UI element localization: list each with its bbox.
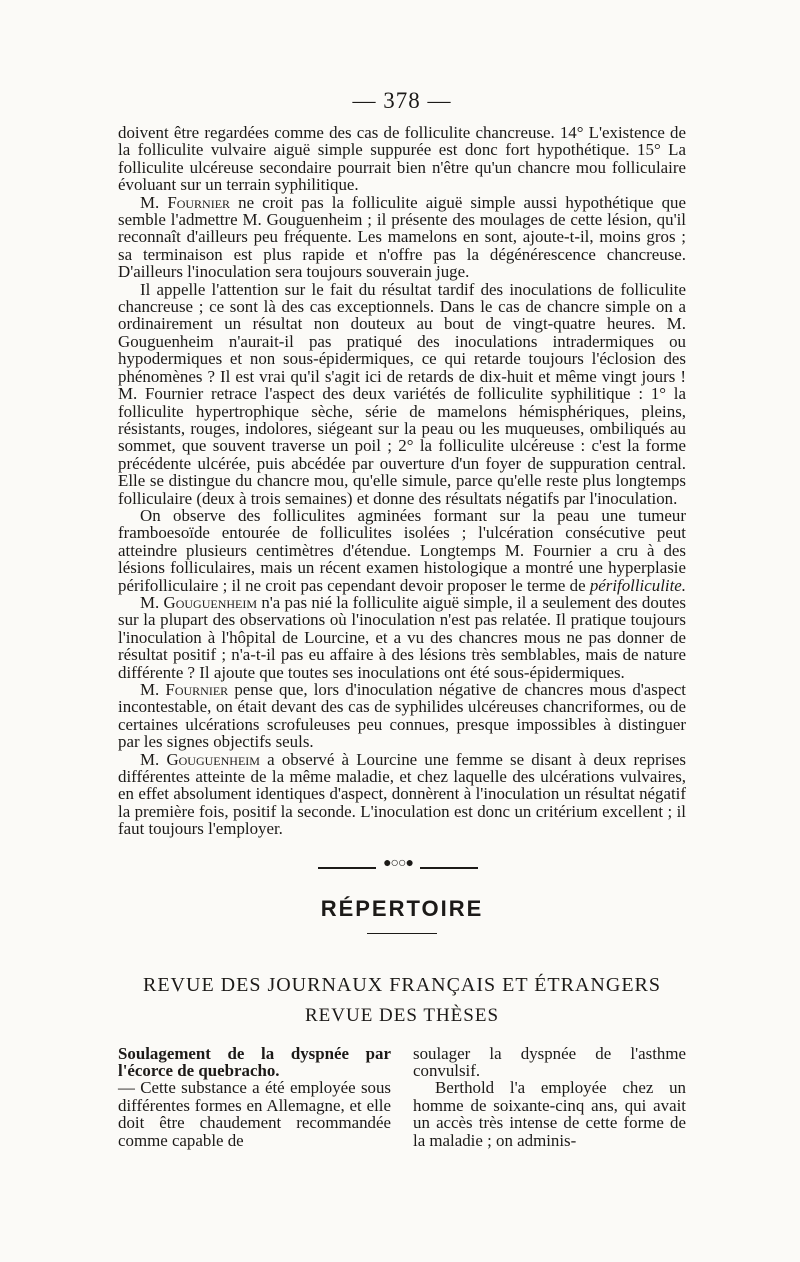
paragraph: doivent être regardées comme des cas de folliculite chancreuse. 14° L'existence de la folliculite vulvaire aiguë simple suppurée est donc fort hypothétique. 15° La folliculite ulcéreuse secondaire pourrait bien n'être qu'un chancre mou folliculaire évoluant sur un terrain syphilitique. bbox=[118, 123, 686, 195]
paragraph bbox=[118, 194, 686, 281]
paragraph bbox=[118, 507, 686, 594]
speaker-prefix: M. bbox=[140, 192, 160, 212]
paragraph-text: On observe des folliculites agminées formant sur la peau une tumeur framboesoïde entourée de folliculites isolées ; l'ulcération consécutive peut atteindre plusieurs centimètres d'étendue. Longtemps M. Fournier a cru à des lésions folliculaires, mais un récent examen histologique a montré une hyperplasie périfolliculaire ; il ne croit pas cependant devoir proposer le terme de bbox=[118, 505, 686, 595]
section-divider bbox=[118, 852, 686, 882]
speaker-prefix: M. bbox=[140, 592, 160, 612]
article-paragraph: soulager la dyspnée de l'asthme convulsif. bbox=[413, 1043, 686, 1081]
page bbox=[118, 88, 686, 1149]
italic-term: périfolliculite. bbox=[589, 575, 686, 595]
speaker-name: Gouguenheim bbox=[166, 749, 260, 769]
paragraph bbox=[118, 681, 686, 751]
paragraph bbox=[118, 594, 686, 681]
speaker-prefix: M. bbox=[140, 749, 160, 769]
paragraph-text: pense que, lors d'inoculation négative de chancres mous d'aspect incontestable, on était devant des cas de syphilides ulcéreuses chancriformes, ou de certaines ulcérations scrofuleuses peu connues, presque impossibles à distinguer par les signes objectifs seuls. bbox=[118, 680, 687, 752]
paragraph-text: n'a pas nié la folliculite aiguë simple, il a seulement des doutes sur la plupart des observations où l'inoculation n'est pas relatée. Il pratique toujours l'inoculation à l'hôpital de Lourcine, et a vu des chancres mous ne pas donner de résultat positif ; n'a-t-il pas eu affaire à des lésions très semblables, mais de nature différente ? Il ajoute que toutes ses inoculations ont été sous-épidermiques. bbox=[118, 592, 686, 682]
article-title: Soulagement de la dyspnée par l'écorce de quebracho. bbox=[118, 1043, 391, 1081]
journal-review-heading: REVUE DES JOURNAUX FRANÇAIS ET ÉTRANGERS bbox=[143, 973, 661, 996]
section-title: RÉPERTOIRE bbox=[320, 895, 484, 921]
right-column bbox=[413, 1045, 686, 1149]
paragraph: Il appelle l'attention sur le fait du résultat tardif des inoculations de folliculite chancreuse ; ce sont là des cas exceptionnels. Dans le cas de chancre simple on a ordinairement un résultat non douteux au bout de vingt-quatre heures. M. Gouguenheim n'aurait-il pas pratiqué des inoculations intradermiques ou hypodermiques et non sous-épidermiques, ce qui retarde toujours l'éclosion des phénomènes ? Il est vrai qu'il s'agit ici de retards de dix-huit et même vingt jours ! M. Fournier retrace l'aspect des deux variétés de folliculite syphilitique : 1° la folliculite hypertrophique sèche, série de mamelons hémisphériques, pleins, résistants, rouges, indolores, siégeant sur la peau ou les muqueuses, ombiliqués au sommet, que souvent traverse un poil ; 2° la folliculite ulcéreuse : c'est la forme précédente ulcérée, puis abcédée par ouverture d'un foyer de suppuration central. Elle se distingue du chancre mou, qu'elle simule, parce qu'elle reste plus longtemps folliculaire (deux à trois semaines) et donne des résultats négatifs par l'inoculation. bbox=[118, 279, 686, 508]
article-paragraph bbox=[118, 1045, 391, 1149]
article-columns bbox=[118, 1045, 686, 1149]
page-number: — 378 — bbox=[352, 88, 452, 113]
main-text bbox=[118, 124, 686, 838]
speaker-name: Fournier bbox=[165, 680, 229, 699]
article-text: — Cette substance a été employée sous différentes formes en Allemagne, et elle doit être chaudement recommandée comme capable de bbox=[118, 1078, 391, 1150]
thesis-review-heading: REVUE DES THÈSES bbox=[304, 1004, 500, 1026]
paragraph bbox=[118, 751, 686, 838]
article-paragraph: Berthold l'a employée chez un homme de soixante-cinq ans, qui avait un accès très intense de cette forme de la maladie ; on adminis- bbox=[413, 1078, 686, 1150]
left-column bbox=[118, 1045, 391, 1149]
speaker-name: Gouguenheim bbox=[163, 592, 258, 612]
speaker-name: Fournier bbox=[167, 192, 231, 212]
speaker-prefix: M. bbox=[140, 680, 160, 699]
title-rule bbox=[367, 933, 437, 934]
divider-ornament: ●○○● bbox=[376, 856, 420, 872]
paragraph-text: ne croit pas la folliculite aiguë simple aussi hypothétique que semble l'admettre M. Gouguenheim ; il présente des moulages de cette lésion, qu'il reconnaît d'ailleurs peu fréquente. Les mamelons en sont, ajoute-t-il, moins gros ; sa terminaison est plus rapide et n'offre pas la dégénérescence chancreuse. D'ailleurs l'inoculation sera toujours souverain juge. bbox=[118, 192, 686, 282]
paragraph-text: a observé à Lourcine une femme se disant à deux reprises différentes atteinte de la même maladie, et chez laquelle des ulcérations vulvaires, en effet absolument identiques d'aspect, donnèrent à l'inoculation un résultat négatif la première fois, positif la seconde. L'inoculation est donc un critérium excellent ; il faut toujours l'employer. bbox=[118, 749, 686, 839]
